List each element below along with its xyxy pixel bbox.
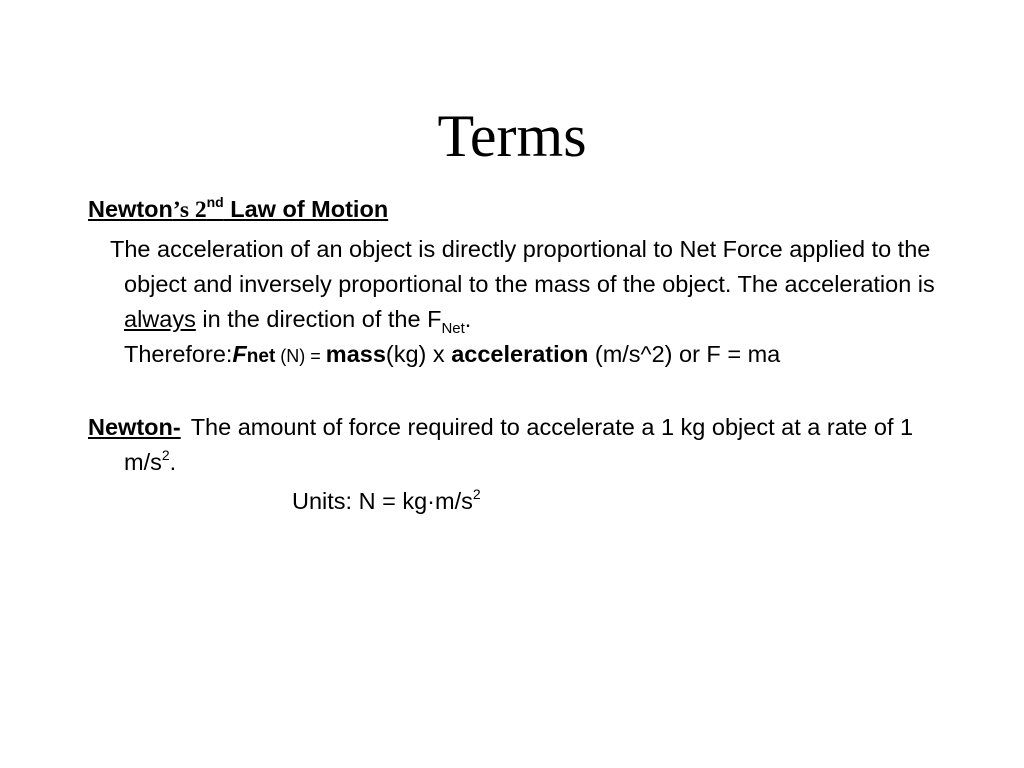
law-definition <box>88 232 958 374</box>
law-definition-sub: Net <box>441 320 465 337</box>
law-heading-suffix: Law of Motion <box>223 196 389 222</box>
newton-definition-sup: 2 <box>161 447 170 463</box>
newton-definition <box>88 410 958 480</box>
law-formula <box>124 337 958 374</box>
formula-net: net <box>246 346 276 367</box>
newton-term: Newton- <box>88 414 181 440</box>
units-sup: 2 <box>472 486 481 502</box>
units-label: Units: N = kg·m/s <box>292 488 473 514</box>
formula-therefore-label: Therefore: <box>124 341 233 367</box>
law-definition-end: . <box>464 306 472 332</box>
law-heading-prefix: Newton <box>88 196 173 222</box>
newton-definition-end: . <box>169 449 177 475</box>
slide-title: Terms <box>437 103 587 169</box>
law-heading-ordinal-sup: nd <box>206 194 224 210</box>
formula-unit-n: (N) = <box>275 346 326 366</box>
formula-f: F <box>232 341 247 367</box>
formula-mass-unit: (kg) x <box>385 341 452 367</box>
formula-mass: mass <box>325 341 386 367</box>
law-heading-ordinal: ’s 2 <box>172 197 207 223</box>
formula-acceleration: acceleration <box>451 341 589 367</box>
newton-units <box>88 484 958 519</box>
law-definition-emphasis: always <box>124 306 196 332</box>
newton-definition-text: The amount of force required to accelerate a 1 kg object at a rate of 1 m/s <box>124 414 914 475</box>
slide-body <box>88 192 958 519</box>
formula-accel-unit: (m/s^2) or F = ma <box>588 341 781 367</box>
law-definition-part1: The acceleration of an object is directly proportional to Net Force applied to the object and inversely proportional to the mass of the object. The acceleration is <box>110 236 935 297</box>
law-heading <box>88 192 958 228</box>
law-definition-part2: in the direction of the F <box>195 306 442 332</box>
